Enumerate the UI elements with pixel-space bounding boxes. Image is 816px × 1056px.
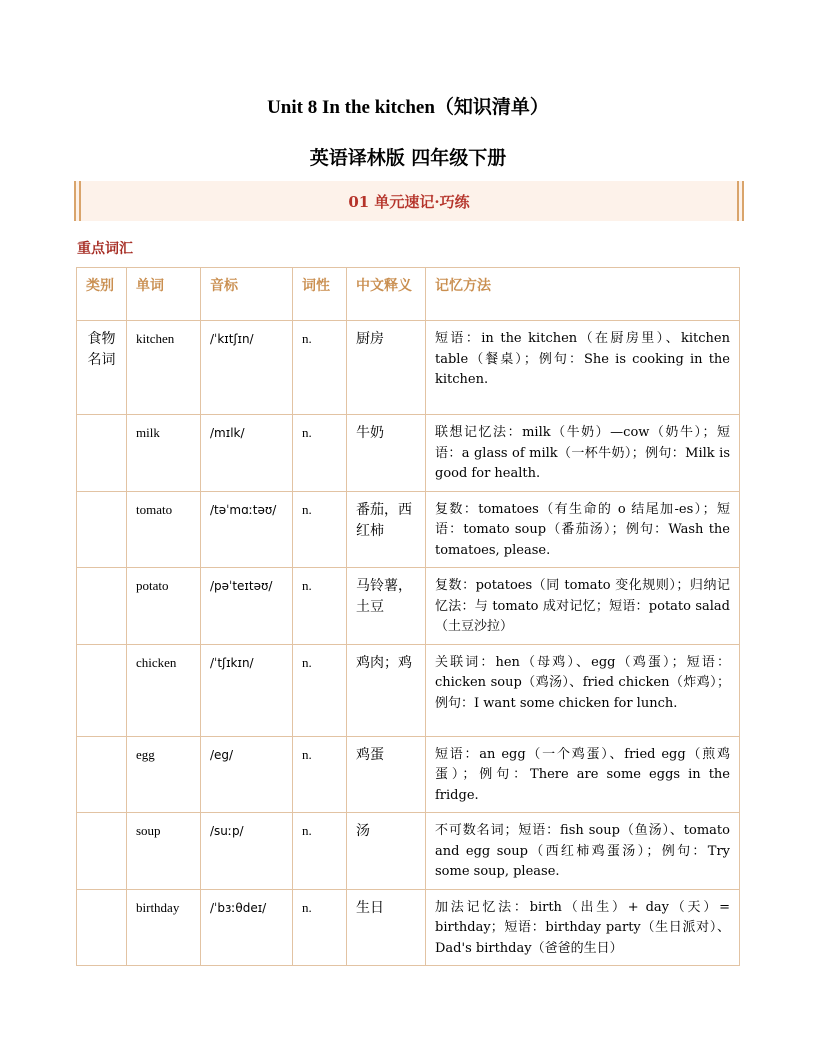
memo-cell: 复数：tomatoes（有生命的 o 结尾加-es）；短语：tomato soup（番茄汤）；例句：Wash the tomatoes, please. <box>426 491 740 568</box>
word-cell: soup <box>127 813 201 890</box>
pos-cell: n. <box>293 415 347 492</box>
table-row <box>77 813 740 890</box>
meaning-cell: 牛奶 <box>347 415 426 492</box>
word-cell: chicken <box>127 644 201 736</box>
phonetic-cell: /eg/ <box>201 736 293 813</box>
word-cell: tomato <box>127 491 201 568</box>
word-cell: birthday <box>127 889 201 966</box>
header-part-of-speech: 词性 <box>293 268 347 321</box>
header-word: 单词 <box>127 268 201 321</box>
header-phonetic: 音标 <box>201 268 293 321</box>
word-cell: egg <box>127 736 201 813</box>
header-category: 类别 <box>77 268 127 321</box>
phonetic-cell: /pəˈteɪtəʊ/ <box>201 568 293 645</box>
meaning-cell: 汤 <box>347 813 426 890</box>
category-cell-empty <box>77 813 127 890</box>
word-cell: potato <box>127 568 201 645</box>
phonetic-cell: /təˈmɑːtəʊ/ <box>201 491 293 568</box>
pos-cell: n. <box>293 491 347 568</box>
table-row <box>77 889 740 966</box>
vocabulary-table <box>76 267 740 966</box>
category-cell-empty <box>77 644 127 736</box>
table-row <box>77 644 740 736</box>
meaning-cell: 生日 <box>347 889 426 966</box>
pos-cell: n. <box>293 568 347 645</box>
pos-cell: n. <box>293 321 347 415</box>
category-cell: 食物名词 <box>77 321 127 415</box>
document-title: Unit 8 In the kitchen（知识清单） <box>267 97 549 118</box>
pos-cell: n. <box>293 644 347 736</box>
word-cell: kitchen <box>127 321 201 415</box>
memo-cell: 复数：potatoes（同 tomato 变化规则）；归纳记忆法：与 tomato 成对记忆；短语：potato salad（土豆沙拉） <box>426 568 740 645</box>
table-row <box>77 491 740 568</box>
table-row <box>77 415 740 492</box>
table-row <box>77 568 740 645</box>
table-row <box>77 321 740 415</box>
banner-title: 01 单元速记·巧练 <box>348 193 470 211</box>
section-heading: 重点词汇 <box>77 241 133 257</box>
section-banner <box>74 181 744 221</box>
memo-cell: 短语：in the kitchen（在厨房里）、kitchen table（餐桌）；例句：She is cooking in the kitchen. <box>426 321 740 415</box>
meaning-cell: 鸡蛋 <box>347 736 426 813</box>
pos-cell: n. <box>293 889 347 966</box>
meaning-cell: 马铃薯，土豆 <box>347 568 426 645</box>
pos-cell: n. <box>293 736 347 813</box>
table-header-row <box>77 268 740 321</box>
category-cell-empty <box>77 568 127 645</box>
category-cell-empty <box>77 889 127 966</box>
phonetic-cell: /ˈkɪtʃɪn/ <box>201 321 293 415</box>
memo-cell: 加法记忆法：birth（出生）+ day（天）= birthday；短语：birthday party（生日派对）、Dad's birthday（爸爸的生日） <box>426 889 740 966</box>
phonetic-cell: /ˈtʃɪkɪn/ <box>201 644 293 736</box>
header-memory-method: 记忆方法 <box>426 268 740 321</box>
memo-cell: 短语：an egg（一个鸡蛋）、fried egg（煎鸡蛋）；例句：There are some eggs in the fridge. <box>426 736 740 813</box>
phonetic-cell: /mɪlk/ <box>201 415 293 492</box>
word-cell: milk <box>127 415 201 492</box>
meaning-cell: 鸡肉；鸡 <box>347 644 426 736</box>
memo-cell: 联想记忆法：milk（牛奶）—cow（奶牛）；短语：a glass of milk（一杯牛奶）；例句：Milk is good for health. <box>426 415 740 492</box>
meaning-cell: 厨房 <box>347 321 426 415</box>
category-cell-empty <box>77 491 127 568</box>
phonetic-cell: /ˈbɜːθdeɪ/ <box>201 889 293 966</box>
table-row <box>77 736 740 813</box>
category-cell-empty <box>77 736 127 813</box>
memo-cell: 不可数名词；短语：fish soup（鱼汤）、tomato and egg soup（西红柿鸡蛋汤）；例句：Try some soup, please. <box>426 813 740 890</box>
document-subtitle: 英语译林版 四年级下册 <box>309 147 507 169</box>
phonetic-cell: /suːp/ <box>201 813 293 890</box>
meaning-cell: 番茄，西红柿 <box>347 491 426 568</box>
pos-cell: n. <box>293 813 347 890</box>
memo-cell: 关联词：hen（母鸡）、egg（鸡蛋）；短语：chicken soup（鸡汤）、fried chicken（炸鸡）；例句：I want some chicken for lunch. <box>426 644 740 736</box>
category-cell-empty <box>77 415 127 492</box>
header-chinese-meaning: 中文释义 <box>347 268 426 321</box>
